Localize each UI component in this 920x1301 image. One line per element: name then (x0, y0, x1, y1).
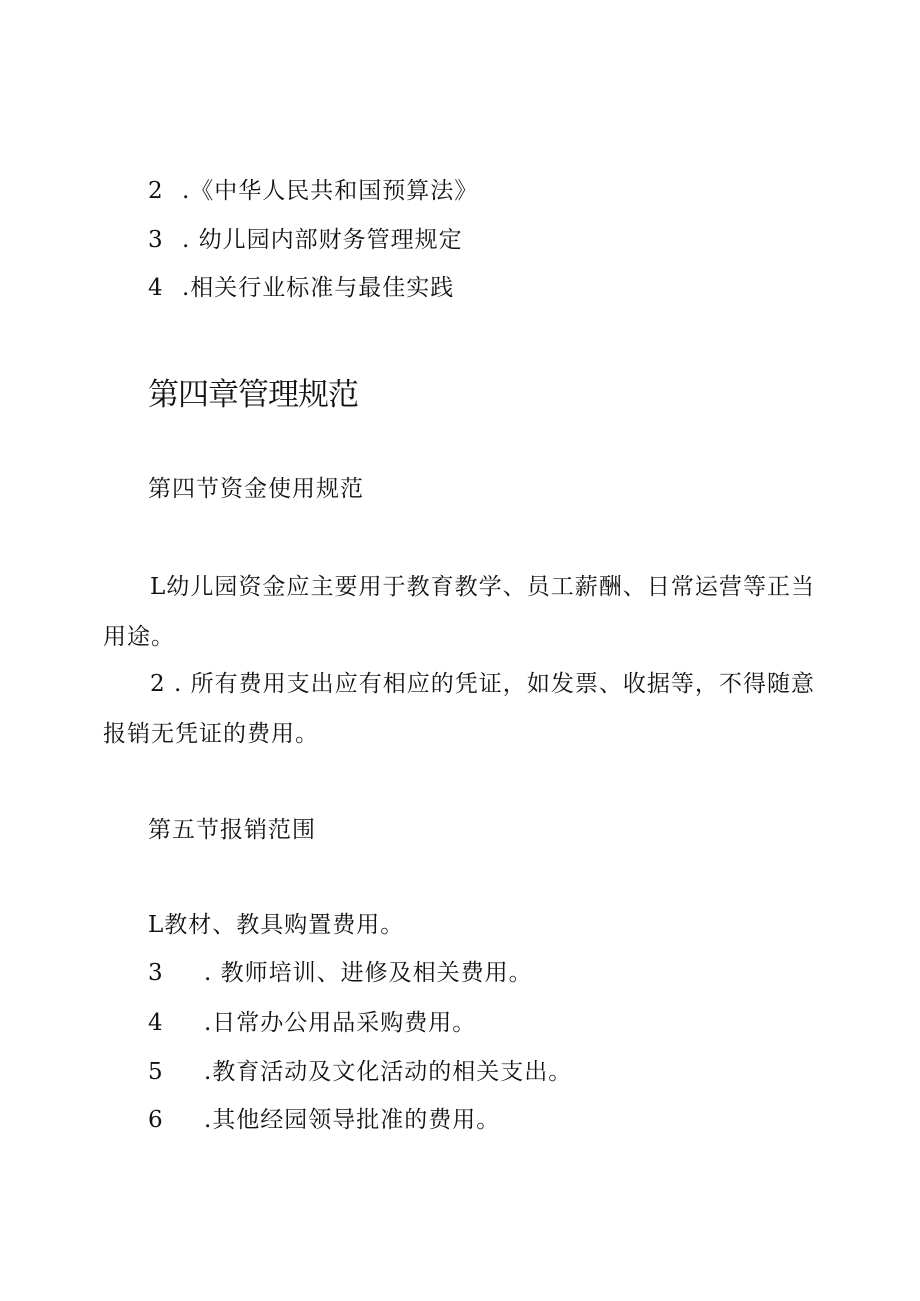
list-item-text: . 教师培训、进修及相关费用。 (204, 960, 533, 986)
list-item (148, 1057, 572, 1087)
list-item: L教材、教具购置费用。 (148, 912, 405, 938)
reference-text: . 幼儿园内部财务管理规定 (181, 227, 463, 253)
reference-item (148, 273, 454, 303)
list-item-text: .其他经园领导批准的费用。 (204, 1107, 501, 1133)
list-item-text: .教育活动及文化活动的相关支出。 (204, 1059, 573, 1085)
section-title: 第四节资金使用规范 (148, 476, 364, 502)
chapter-title: 第四章管理规范 (148, 377, 358, 413)
paragraph: L幼儿园资金应主要用于教育教学、员工薪酬、日常运营等正当用途。 (103, 574, 815, 650)
list-item-number: 6 (148, 1107, 164, 1133)
reference-number: 3 (148, 227, 164, 253)
list-item (148, 958, 533, 988)
reference-number: 4 (148, 275, 164, 301)
reference-item (148, 225, 463, 255)
list-item (148, 1008, 476, 1038)
reference-text: .《中华人民共和国预算法》 (181, 178, 479, 204)
list-item-text: .日常办公用品采购费用。 (204, 1010, 477, 1036)
section-title: 第五节报销范围 (148, 817, 316, 843)
reference-text: .相关行业标准与最佳实践 (181, 275, 455, 301)
reference-item (148, 176, 478, 206)
list-item-number: 3 (148, 960, 164, 986)
paragraph: 2 . 所有费用支出应有相应的凭证，如发票、收据等，不得随意报销无凭证的费用。 (103, 671, 815, 747)
reference-number: 2 (148, 178, 164, 204)
list-item-number: 5 (148, 1059, 164, 1085)
list-item-number: 4 (148, 1010, 164, 1036)
list-item (148, 1105, 500, 1135)
